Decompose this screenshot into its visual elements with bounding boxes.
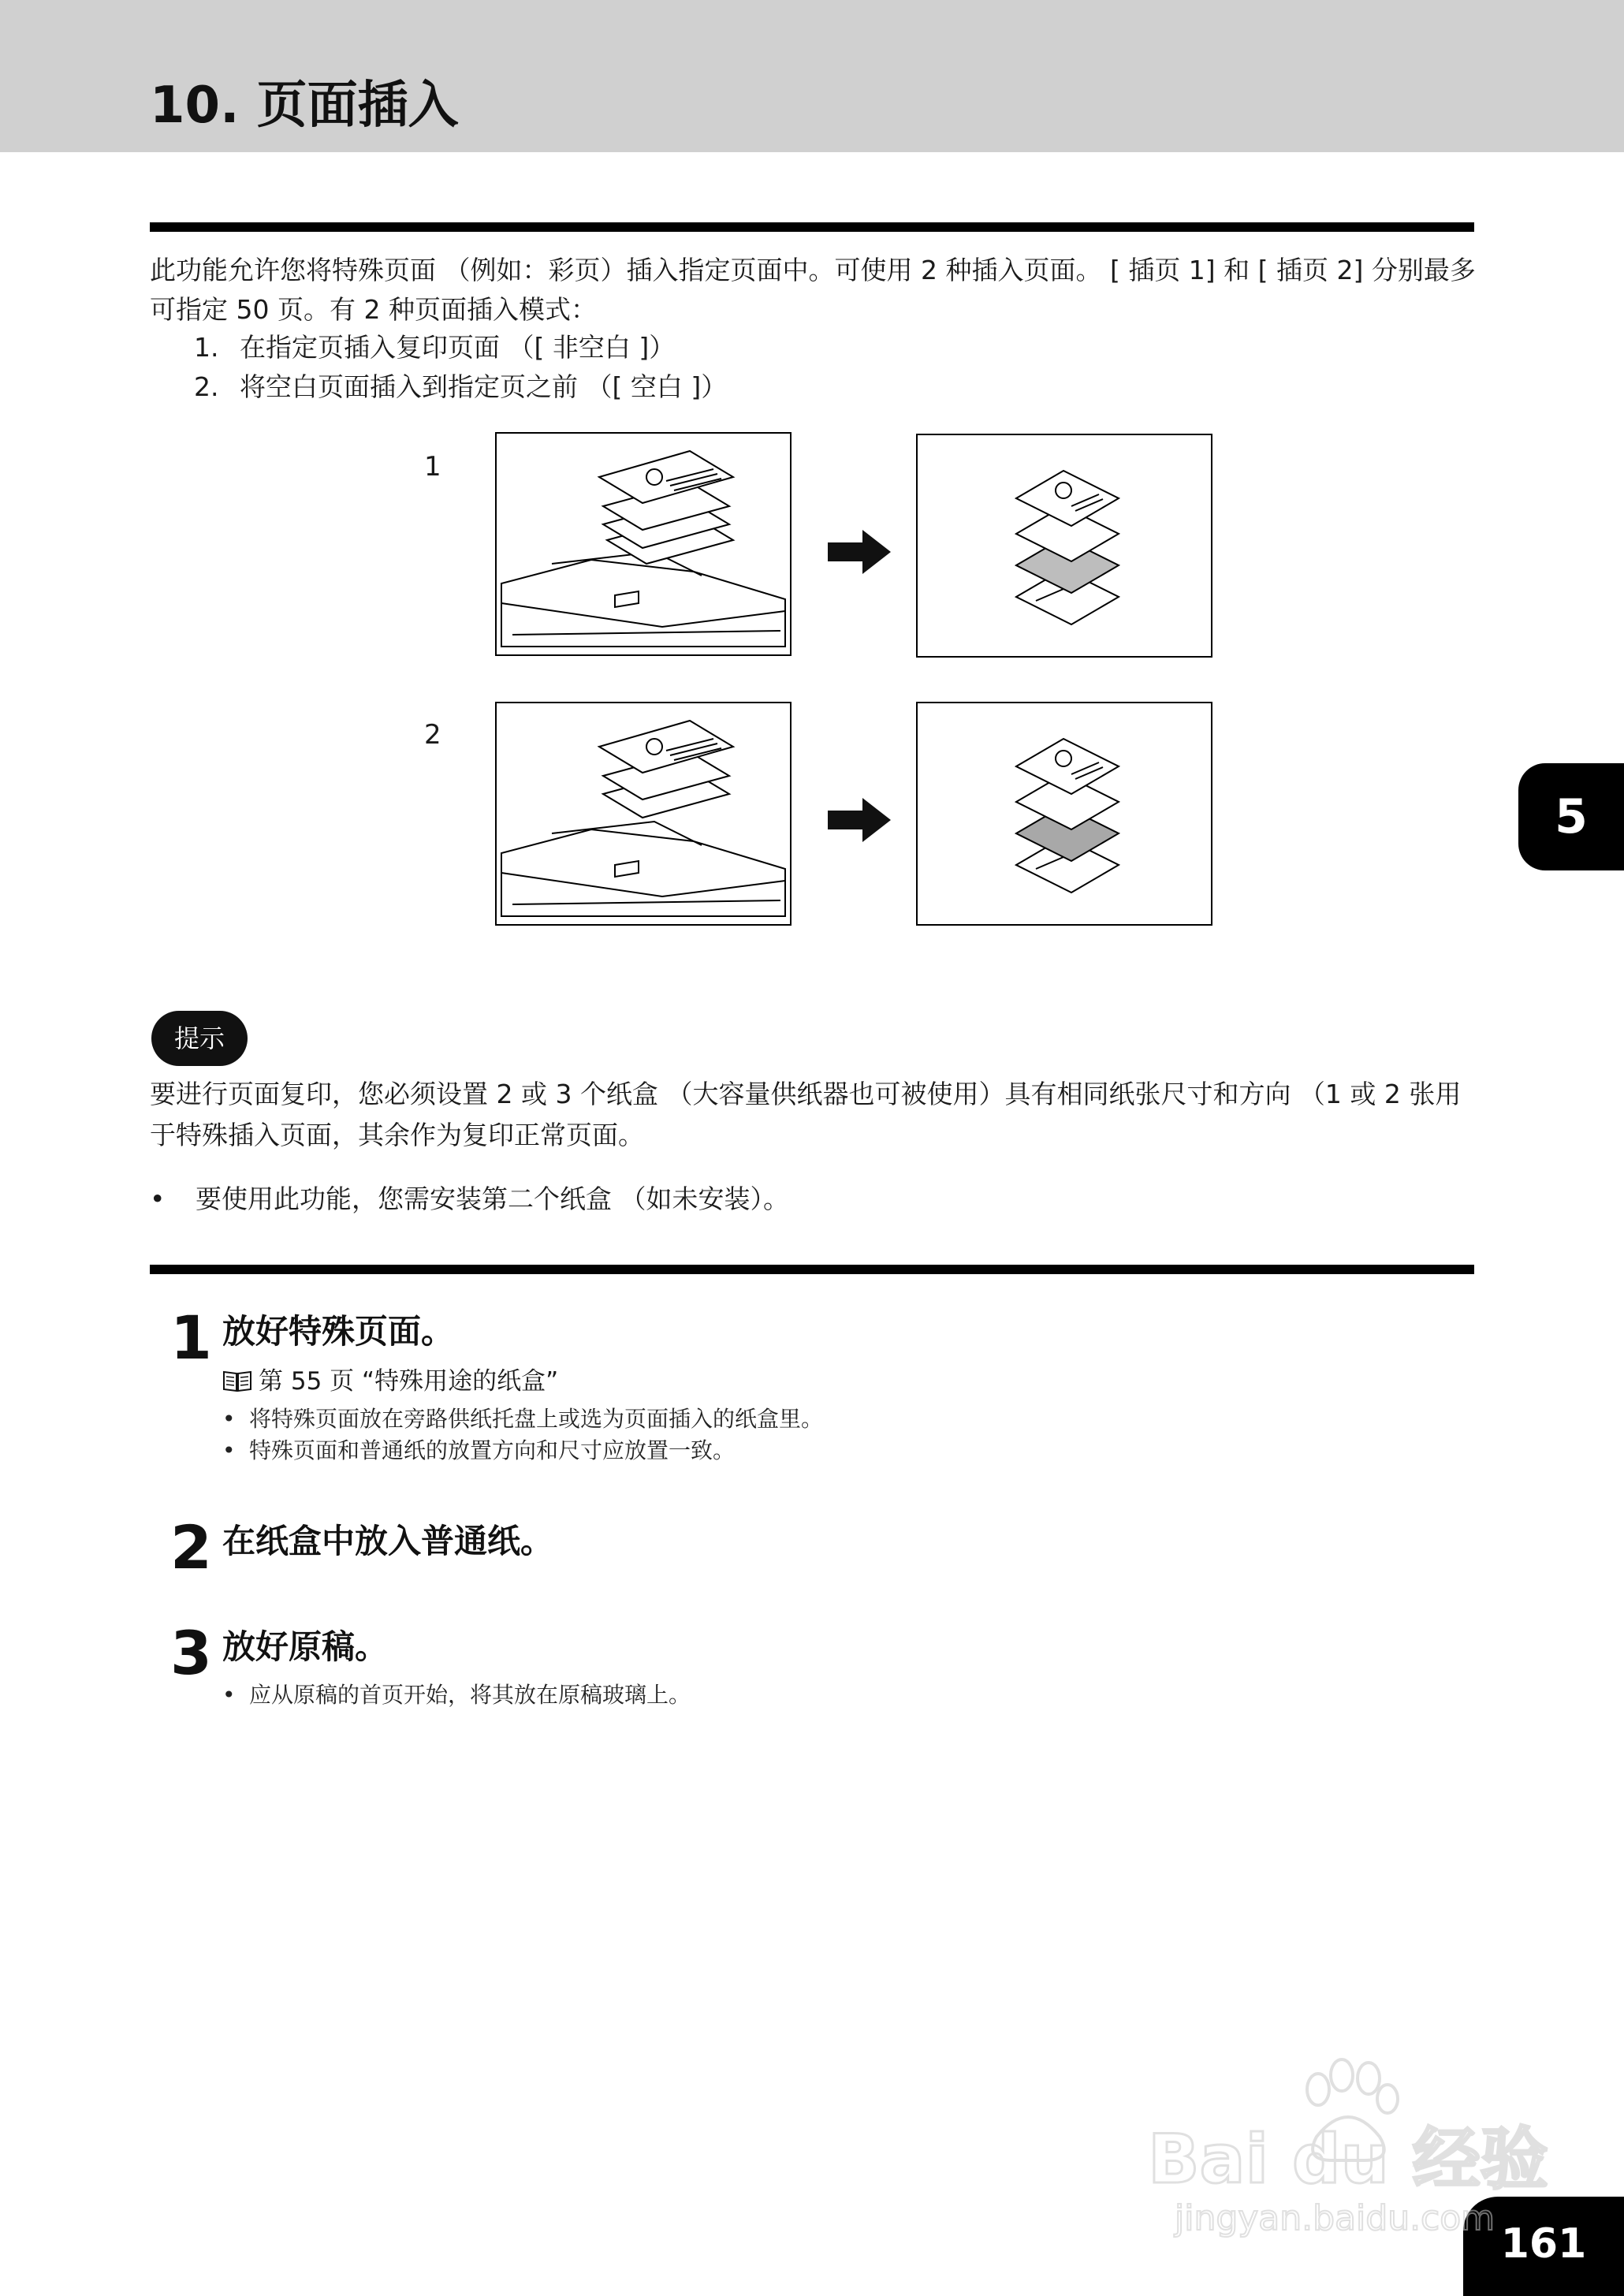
tip-bullet: • 要使用此功能，您需安装第二个纸盒 （如未安装）。	[150, 1183, 789, 1214]
step-number-2: 2	[170, 1512, 212, 1582]
copier-illustration-2	[495, 702, 792, 926]
mode-list	[194, 328, 727, 407]
step-title-3: 放好原稿。	[222, 1627, 389, 1666]
arrow-right-icon	[828, 798, 891, 842]
chapter-tab: 5	[1518, 763, 1624, 870]
mode-item: 1. 在指定页插入复印页面 （[ 非空白 ]）	[194, 332, 676, 363]
step-1-bullet: • 将特殊页面放在旁路供纸托盘上或选为页面插入的纸盒里。	[222, 1406, 824, 1432]
step-number-3: 3	[170, 1618, 212, 1688]
mode-item: 2. 将空白页面插入到指定页之前 （[ 空白 ]）	[194, 371, 728, 402]
svg-text:jingyan.baidu.com: jingyan.baidu.com	[1175, 2198, 1495, 2238]
section-divider-top	[150, 222, 1474, 232]
diagram-label-1: 1	[424, 451, 441, 483]
page-title: 10. 页面插入	[150, 76, 459, 135]
output-stack-icon	[918, 703, 1211, 924]
step-title-1: 放好特殊页面。	[222, 1312, 455, 1351]
step-3-bullet: • 应从原稿的首页开始，将其放在原稿玻璃上。	[222, 1682, 691, 1708]
output-stack-icon	[918, 435, 1211, 656]
copier-stack-icon	[497, 703, 790, 924]
result-illustration-2	[916, 702, 1212, 926]
tip-text: 要进行页面复印，您必须设置 2 或 3 个纸盒 （大容量供纸器也可被使用）具有相同纸张尺寸和方向 （1 或 2 张用于特殊插入页面，其余作为复印正常页面。	[150, 1079, 1462, 1150]
svg-text:Bai du 经验: Bai du 经验	[1148, 2120, 1548, 2199]
baidu-watermark-logo	[1143, 2042, 1553, 2247]
diagram-label-2: 2	[424, 719, 441, 751]
arrow-right-icon	[828, 530, 891, 574]
book-icon	[222, 1369, 252, 1392]
intro-paragraph: 此功能允许您将特殊页面 （例如：彩页）插入指定页面中。可使用 2 种插入页面。 [ 插页 1] 和 [ 插页 2] 分别最多可指定 50 页。有 2 种页面插入模式：	[150, 255, 1476, 325]
copier-stack-icon	[497, 434, 790, 654]
section-divider-mid	[150, 1265, 1474, 1274]
copier-illustration-1	[495, 432, 792, 656]
step-1-bullet: • 特殊页面和普通纸的放置方向和尺寸应放置一致。	[222, 1437, 736, 1463]
step-ref-1: 第 55 页 “特殊用途的纸盒”	[222, 1361, 558, 1396]
step-title-2: 在纸盒中放入普通纸。	[222, 1522, 554, 1560]
page-number: 161	[1463, 2197, 1624, 2296]
tip-badge: 提示	[151, 1011, 248, 1066]
result-illustration-1	[916, 434, 1212, 658]
step-number-1: 1	[170, 1303, 212, 1373]
